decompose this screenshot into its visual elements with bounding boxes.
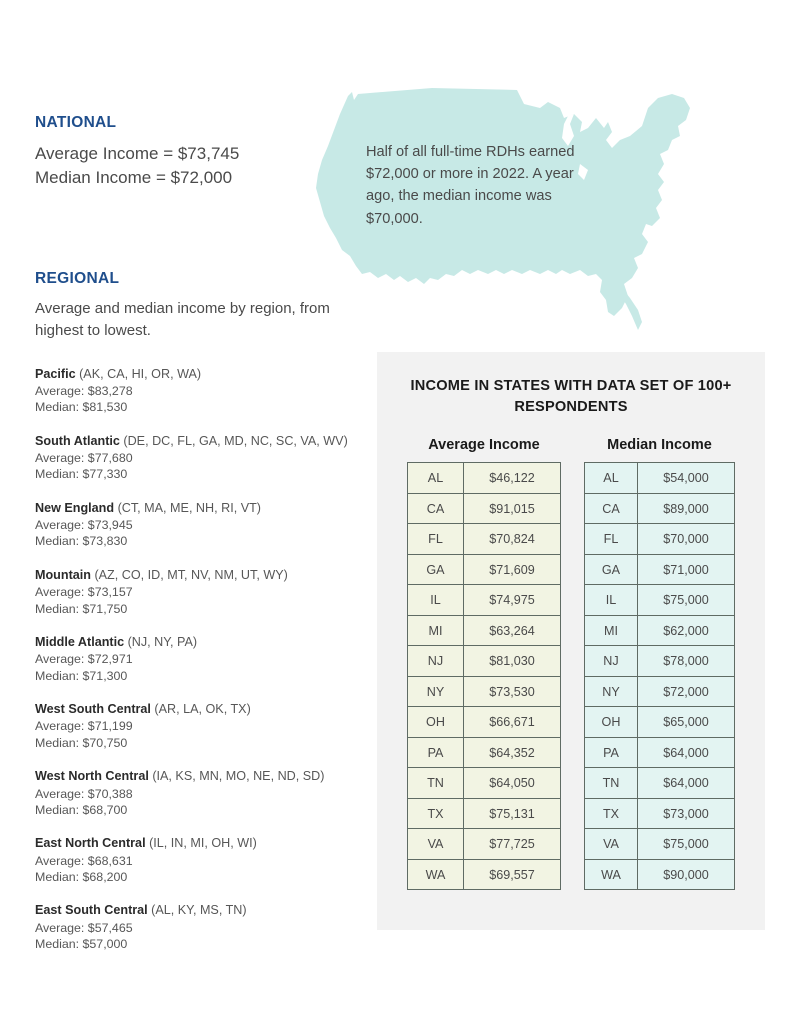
state-abbreviation-cell: WA xyxy=(408,859,464,890)
income-value-cell: $65,000 xyxy=(638,707,735,738)
state-abbreviation-cell: PA xyxy=(408,737,464,768)
state-abbreviation-cell: TX xyxy=(408,798,464,829)
table-row xyxy=(408,554,561,585)
region-name: Pacific xyxy=(35,366,76,381)
region-title xyxy=(35,567,375,583)
region-title xyxy=(35,701,375,717)
state-abbreviation-cell: IL xyxy=(585,585,638,616)
region-average: Average: $72,971 xyxy=(35,652,133,667)
income-data-panel xyxy=(377,352,765,930)
region-states: (IA, KS, MN, MO, NE, ND, SD) xyxy=(148,769,325,784)
income-value-cell: $73,530 xyxy=(464,676,561,707)
table-row xyxy=(408,676,561,707)
national-heading: NATIONAL xyxy=(35,114,117,131)
state-abbreviation-cell: TX xyxy=(585,798,638,829)
region-median: Median: $73,830 xyxy=(35,534,128,549)
region-title xyxy=(35,768,375,784)
state-abbreviation-cell: AL xyxy=(585,463,638,494)
region-average: Average: $71,199 xyxy=(35,719,133,734)
state-abbreviation-cell: NY xyxy=(408,676,464,707)
table-row xyxy=(585,524,735,555)
region-median: Median: $68,200 xyxy=(35,870,128,884)
state-abbreviation-cell: OH xyxy=(408,707,464,738)
region-title xyxy=(35,433,375,449)
state-abbreviation-cell: TN xyxy=(585,768,638,799)
state-abbreviation-cell: GA xyxy=(408,554,464,585)
region-states: (NJ, NY, PA) xyxy=(124,634,198,649)
region-entry xyxy=(35,902,375,952)
region-entry xyxy=(35,701,375,751)
table-row xyxy=(408,737,561,768)
state-abbreviation-cell: FL xyxy=(585,524,638,555)
region-average: Average: $73,945 xyxy=(35,518,133,533)
region-states: (AR, LA, OK, TX) xyxy=(150,702,251,717)
median-income-table xyxy=(584,462,735,890)
table-row xyxy=(585,646,735,677)
income-value-cell: $77,725 xyxy=(464,829,561,860)
median-income-block xyxy=(584,437,735,890)
average-income-block xyxy=(407,437,561,890)
income-value-cell: $91,015 xyxy=(464,493,561,524)
region-states: (DE, DC, FL, GA, MD, NC, SC, VA, WV) xyxy=(119,433,348,448)
region-entry xyxy=(35,567,375,617)
table-row xyxy=(585,798,735,829)
income-value-cell: $73,000 xyxy=(638,798,735,829)
state-abbreviation-cell: VA xyxy=(585,829,638,860)
region-median: Median: $70,750 xyxy=(35,735,128,750)
region-entry xyxy=(35,768,375,818)
region-states: (AK, CA, HI, OR, WA) xyxy=(75,366,202,381)
regional-list xyxy=(35,366,375,953)
table-row xyxy=(585,737,735,768)
table-row xyxy=(408,768,561,799)
state-abbreviation-cell: OH xyxy=(585,707,638,738)
region-name: New England xyxy=(35,500,115,515)
income-value-cell: $70,000 xyxy=(638,524,735,555)
table-row xyxy=(408,615,561,646)
average-income-caption: Average Income xyxy=(428,437,540,454)
state-abbreviation-cell: TN xyxy=(408,768,464,799)
tables-row xyxy=(377,437,765,890)
income-value-cell: $81,030 xyxy=(464,646,561,677)
state-abbreviation-cell: VA xyxy=(408,829,464,860)
state-abbreviation-cell: IL xyxy=(408,585,464,616)
table-row xyxy=(408,859,561,890)
state-abbreviation-cell: MI xyxy=(585,615,638,646)
region-median: Median: $71,300 xyxy=(35,668,128,683)
state-abbreviation-cell: WA xyxy=(585,859,638,890)
region-median: Median: $81,530 xyxy=(35,400,128,415)
region-entry xyxy=(35,500,375,550)
income-value-cell: $69,557 xyxy=(464,859,561,890)
region-name: East North Central xyxy=(35,836,146,851)
average-income-table xyxy=(407,462,561,890)
table-row xyxy=(585,768,735,799)
income-value-cell: $75,000 xyxy=(638,585,735,616)
panel-title: INCOME IN STATES WITH DATA SET OF 100+ RESPONDENTS xyxy=(410,378,732,416)
regional-intro-text: Average and median income by region, from highest to lowest. xyxy=(35,300,330,339)
table-row xyxy=(585,554,735,585)
income-value-cell: $63,264 xyxy=(464,615,561,646)
state-abbreviation-cell: NJ xyxy=(408,646,464,677)
region-title xyxy=(35,835,375,851)
table-row xyxy=(408,585,561,616)
income-value-cell: $64,352 xyxy=(464,737,561,768)
state-abbreviation-cell: NJ xyxy=(585,646,638,677)
table-row xyxy=(408,463,561,494)
region-title xyxy=(35,366,375,382)
region-average: Average: $57,465 xyxy=(35,920,133,935)
state-abbreviation-cell: GA xyxy=(585,554,638,585)
income-value-cell: $78,000 xyxy=(638,646,735,677)
region-entry xyxy=(35,835,375,885)
income-value-cell: $64,000 xyxy=(638,768,735,799)
region-name: East South Central xyxy=(35,903,148,918)
region-name: West North Central xyxy=(35,769,149,784)
income-value-cell: $74,975 xyxy=(464,585,561,616)
state-abbreviation-cell: CA xyxy=(585,493,638,524)
region-name: West South Central xyxy=(35,702,151,717)
state-abbreviation-cell: MI xyxy=(408,615,464,646)
income-value-cell: $89,000 xyxy=(638,493,735,524)
table-row xyxy=(585,615,735,646)
region-median: Median: $71,750 xyxy=(35,601,128,616)
region-entry xyxy=(35,634,375,684)
income-value-cell: $62,000 xyxy=(638,615,735,646)
region-title xyxy=(35,500,375,516)
income-value-cell: $54,000 xyxy=(638,463,735,494)
income-value-cell: $90,000 xyxy=(638,859,735,890)
income-value-cell: $75,131 xyxy=(464,798,561,829)
state-abbreviation-cell: NY xyxy=(585,676,638,707)
region-median: Median: $77,330 xyxy=(35,467,128,482)
region-name: Middle Atlantic xyxy=(35,634,125,649)
region-average: Average: $77,680 xyxy=(35,450,133,465)
region-states: (IL, IN, MI, OH, WI) xyxy=(145,836,257,851)
income-value-cell: $72,000 xyxy=(638,676,735,707)
table-row xyxy=(408,829,561,860)
national-median-income: Median Income = $72,000 xyxy=(35,168,233,188)
region-states: (AZ, CO, ID, MT, NV, NM, UT, WY) xyxy=(90,567,288,582)
table-row xyxy=(408,493,561,524)
table-row xyxy=(585,493,735,524)
region-states: (CT, MA, ME, NH, RI, VT) xyxy=(114,500,262,515)
region-title xyxy=(35,902,375,918)
region-name: South Atlantic xyxy=(35,433,120,448)
income-value-cell: $70,824 xyxy=(464,524,561,555)
state-abbreviation-cell: AL xyxy=(408,463,464,494)
table-row xyxy=(585,707,735,738)
table-row xyxy=(585,463,735,494)
state-abbreviation-cell: FL xyxy=(408,524,464,555)
state-abbreviation-cell: CA xyxy=(408,493,464,524)
region-average: Average: $83,278 xyxy=(35,383,133,398)
region-average: Average: $70,388 xyxy=(35,786,133,801)
income-value-cell: $64,000 xyxy=(638,737,735,768)
map-callout-text: Half of all full-time RDHs earned $72,000 or more in 2022. A year ago, the median income was $70,000. xyxy=(366,144,575,227)
income-value-cell: $71,609 xyxy=(464,554,561,585)
table-row xyxy=(585,829,735,860)
national-average-income: Average Income = $73,745 xyxy=(35,144,240,163)
regional-heading: REGIONAL xyxy=(35,270,120,287)
income-value-cell: $64,050 xyxy=(464,768,561,799)
region-median: Median: $57,000 xyxy=(35,937,128,952)
table-row xyxy=(408,646,561,677)
state-abbreviation-cell: PA xyxy=(585,737,638,768)
regional-section xyxy=(35,270,375,969)
region-average: Average: $73,157 xyxy=(35,585,133,600)
income-value-cell: $71,000 xyxy=(638,554,735,585)
region-title xyxy=(35,634,375,650)
table-row xyxy=(408,798,561,829)
region-average: Average: $68,631 xyxy=(35,853,133,868)
income-value-cell: $75,000 xyxy=(638,829,735,860)
region-name: Mountain xyxy=(35,567,91,582)
table-row xyxy=(408,524,561,555)
table-row xyxy=(585,676,735,707)
region-states: (AL, KY, MS, TN) xyxy=(147,903,247,918)
region-median: Median: $68,700 xyxy=(35,802,128,817)
median-income-caption: Median Income xyxy=(607,437,712,454)
region-entry xyxy=(35,433,375,483)
income-value-cell: $46,122 xyxy=(464,463,561,494)
table-row xyxy=(408,707,561,738)
table-row xyxy=(585,585,735,616)
region-entry xyxy=(35,366,375,416)
table-row xyxy=(585,859,735,890)
income-value-cell: $66,671 xyxy=(464,707,561,738)
